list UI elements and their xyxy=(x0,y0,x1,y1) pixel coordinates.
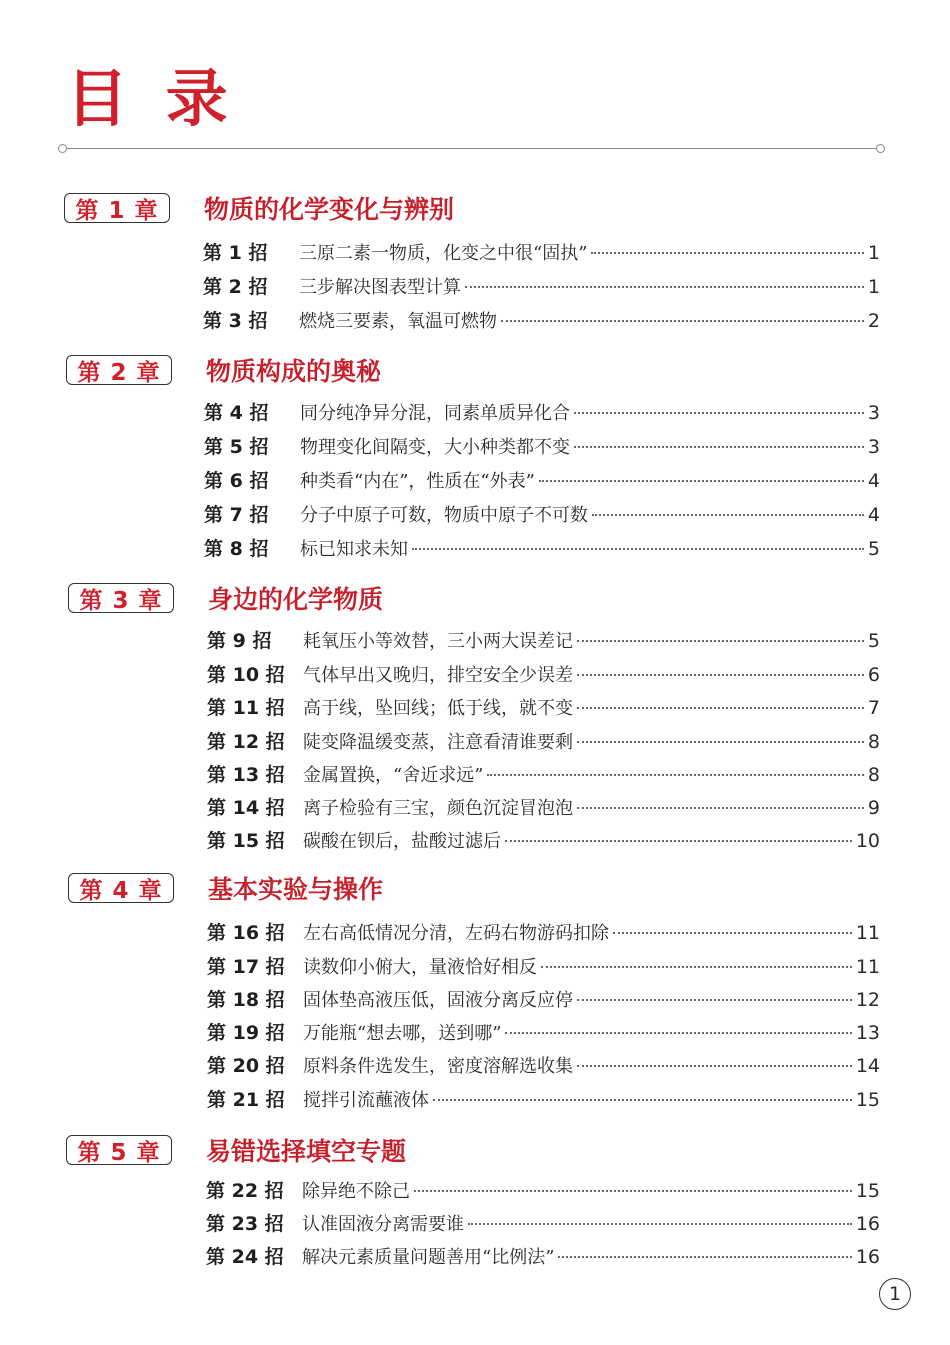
entry-title: 金属置换，“舍近求远” xyxy=(303,765,484,786)
dot-leader xyxy=(468,1223,852,1225)
entry-title: 燃烧三要素，氧温可燃物 xyxy=(299,311,497,332)
dot-leader xyxy=(592,514,864,516)
chapter-label: 第 1 章 xyxy=(64,193,170,223)
dot-leader xyxy=(574,446,864,448)
entry-title: 左右高低情况分清，左码右物游码扣除 xyxy=(303,923,609,944)
dot-leader xyxy=(465,286,864,288)
entry-title: 读数仰小俯大，量液恰好相反 xyxy=(303,957,537,978)
entry-page-number: 14 xyxy=(855,1055,880,1077)
toc-entry xyxy=(203,238,880,268)
title-divider xyxy=(62,148,882,149)
entry-number: 第 21 招 xyxy=(207,1089,285,1111)
entry-title: 原料条件选发生，密度溶解选收集 xyxy=(303,1056,573,1077)
toc-entry xyxy=(207,985,880,1015)
dot-leader xyxy=(501,320,864,322)
chapter-heading xyxy=(66,1132,406,1168)
dot-leader xyxy=(574,412,864,414)
chapter-heading xyxy=(68,580,383,616)
entry-title: 除异绝不除己 xyxy=(302,1181,410,1202)
dot-leader xyxy=(577,807,864,809)
toc-entry xyxy=(207,793,880,823)
chapter-title: 物质构成的奥秘 xyxy=(206,357,382,386)
entry-page-number: 5 xyxy=(867,538,880,560)
entry-number: 第 20 招 xyxy=(207,1055,285,1077)
entry-number: 第 1 招 xyxy=(203,242,268,264)
toc-entry xyxy=(207,918,880,948)
toc-entry xyxy=(207,1085,880,1115)
dot-leader xyxy=(577,741,864,743)
entry-number: 第 24 招 xyxy=(206,1246,284,1268)
page-title: 目 录 xyxy=(66,62,236,135)
chapter-heading xyxy=(66,352,381,388)
entry-title: 分子中原子可数，物质中原子不可数 xyxy=(300,505,588,526)
entry-page-number: 8 xyxy=(867,764,880,786)
entry-number: 第 18 招 xyxy=(207,989,285,1011)
entry-page-number: 11 xyxy=(855,922,880,944)
dot-leader xyxy=(577,640,864,642)
chapter-heading xyxy=(68,870,383,906)
entry-page-number: 3 xyxy=(867,436,880,458)
chapter-label: 第 5 章 xyxy=(66,1135,172,1165)
dot-leader xyxy=(505,840,852,842)
toc-entry xyxy=(203,306,880,336)
entry-title: 气体早出又晚归，排空安全少误差 xyxy=(303,665,573,686)
entry-title: 离子检验有三宝，颜色沉淀冒泡泡 xyxy=(303,798,573,819)
divider-left-dot xyxy=(58,144,67,153)
entry-page-number: 15 xyxy=(855,1180,880,1202)
toc-entry xyxy=(207,826,880,856)
entry-page-number: 4 xyxy=(867,470,880,492)
entry-page-number: 3 xyxy=(867,402,880,424)
toc-entry xyxy=(207,626,880,656)
entry-title: 标已知求未知 xyxy=(300,539,408,560)
entry-number: 第 2 招 xyxy=(203,276,268,298)
entry-page-number: 8 xyxy=(867,731,880,753)
entry-page-number: 16 xyxy=(855,1213,880,1235)
entry-page-number: 12 xyxy=(855,989,880,1011)
dot-leader xyxy=(577,999,852,1001)
entry-page-number: 6 xyxy=(867,664,880,686)
toc-entry xyxy=(204,534,880,564)
entry-title: 三原二素一物质，化变之中很“固执” xyxy=(299,243,588,264)
toc-entry xyxy=(207,660,880,690)
entry-title: 搅拌引流蘸液体 xyxy=(303,1090,429,1111)
entry-number: 第 7 招 xyxy=(204,504,269,526)
entry-title: 物理变化间隔变，大小种类都不变 xyxy=(300,437,570,458)
toc-entry xyxy=(206,1209,880,1239)
dot-leader xyxy=(487,774,864,776)
entry-number: 第 17 招 xyxy=(207,956,285,978)
entry-number: 第 4 招 xyxy=(204,402,269,424)
entry-page-number: 15 xyxy=(855,1089,880,1111)
toc-entry xyxy=(206,1176,880,1206)
entry-page-number: 9 xyxy=(867,797,880,819)
divider-right-dot xyxy=(876,144,885,153)
entry-page-number: 4 xyxy=(867,504,880,526)
entry-page-number: 1 xyxy=(867,276,880,298)
dot-leader xyxy=(539,480,864,482)
dot-leader xyxy=(577,707,864,709)
entry-page-number: 1 xyxy=(867,242,880,264)
chapter-title: 基本实验与操作 xyxy=(208,875,384,904)
toc-entry xyxy=(204,466,880,496)
entry-title: 同分纯净异分混，同素单质异化合 xyxy=(300,403,570,424)
dot-leader xyxy=(613,932,852,934)
entry-title: 三步解决图表型计算 xyxy=(299,277,461,298)
entry-number: 第 10 招 xyxy=(207,664,285,686)
toc-entry xyxy=(204,398,880,428)
dot-leader xyxy=(505,1032,851,1034)
chapter-label: 第 3 章 xyxy=(68,583,174,613)
dot-leader xyxy=(433,1099,852,1101)
toc-entry xyxy=(204,500,880,530)
entry-title: 高于线，坠回线；低于线，就不变 xyxy=(303,698,573,719)
entry-title: 碳酸在钡后，盐酸过滤后 xyxy=(303,831,501,852)
toc-entry xyxy=(207,1051,880,1081)
dot-leader xyxy=(591,252,864,254)
chapter-label: 第 4 章 xyxy=(68,873,174,903)
entry-page-number: 2 xyxy=(867,310,880,332)
entry-page-number: 7 xyxy=(867,697,880,719)
chapter-title: 物质的化学变化与辨别 xyxy=(204,195,455,224)
entry-number: 第 5 招 xyxy=(204,436,269,458)
page-number: 1 xyxy=(879,1278,911,1310)
entry-title: 陡变降温缓变蒸，注意看清谁要剩 xyxy=(303,732,573,753)
toc-entry xyxy=(207,952,880,982)
entry-number: 第 15 招 xyxy=(207,830,285,852)
entry-page-number: 16 xyxy=(855,1246,880,1268)
entry-number: 第 3 招 xyxy=(203,310,268,332)
dot-leader xyxy=(558,1256,851,1258)
toc-entry xyxy=(207,693,880,723)
entry-title: 认准固液分离需要谁 xyxy=(302,1214,464,1235)
entry-title: 解决元素质量问题善用“比例法” xyxy=(302,1247,555,1268)
entry-number: 第 8 招 xyxy=(204,538,269,560)
entry-number: 第 11 招 xyxy=(207,697,285,719)
entry-title: 种类看“内在”，性质在“外表” xyxy=(300,471,535,492)
entry-page-number: 10 xyxy=(855,830,880,852)
toc-entry xyxy=(207,1018,880,1048)
dot-leader xyxy=(541,966,852,968)
entry-number: 第 12 招 xyxy=(207,731,285,753)
dot-leader xyxy=(414,1190,852,1192)
toc-entry xyxy=(206,1242,880,1272)
chapter-title: 易错选择填空专题 xyxy=(206,1137,407,1166)
entry-number: 第 19 招 xyxy=(207,1022,285,1044)
toc-entry xyxy=(204,432,880,462)
chapter-label: 第 2 章 xyxy=(66,355,172,385)
dot-leader xyxy=(577,1065,852,1067)
toc-entry xyxy=(207,760,880,790)
toc-entry xyxy=(203,272,880,302)
entry-page-number: 11 xyxy=(855,956,880,978)
entry-title: 万能瓶“想去哪，送到哪” xyxy=(303,1023,502,1044)
dot-leader xyxy=(577,674,864,676)
entry-page-number: 13 xyxy=(855,1022,880,1044)
entry-title: 耗氧压小等效替，三小两大误差记 xyxy=(303,631,573,652)
chapter-heading xyxy=(64,190,454,226)
entry-number: 第 14 招 xyxy=(207,797,285,819)
entry-number: 第 6 招 xyxy=(204,470,269,492)
toc-entry xyxy=(207,727,880,757)
entry-number: 第 22 招 xyxy=(206,1180,284,1202)
entry-number: 第 9 招 xyxy=(207,630,272,652)
entry-number: 第 23 招 xyxy=(206,1213,284,1235)
entry-page-number: 5 xyxy=(867,630,880,652)
entry-number: 第 13 招 xyxy=(207,764,285,786)
entry-title: 固体垫高液压低，固液分离反应停 xyxy=(303,990,573,1011)
chapter-title: 身边的化学物质 xyxy=(208,585,384,614)
entry-number: 第 16 招 xyxy=(207,922,285,944)
dot-leader xyxy=(412,548,864,550)
